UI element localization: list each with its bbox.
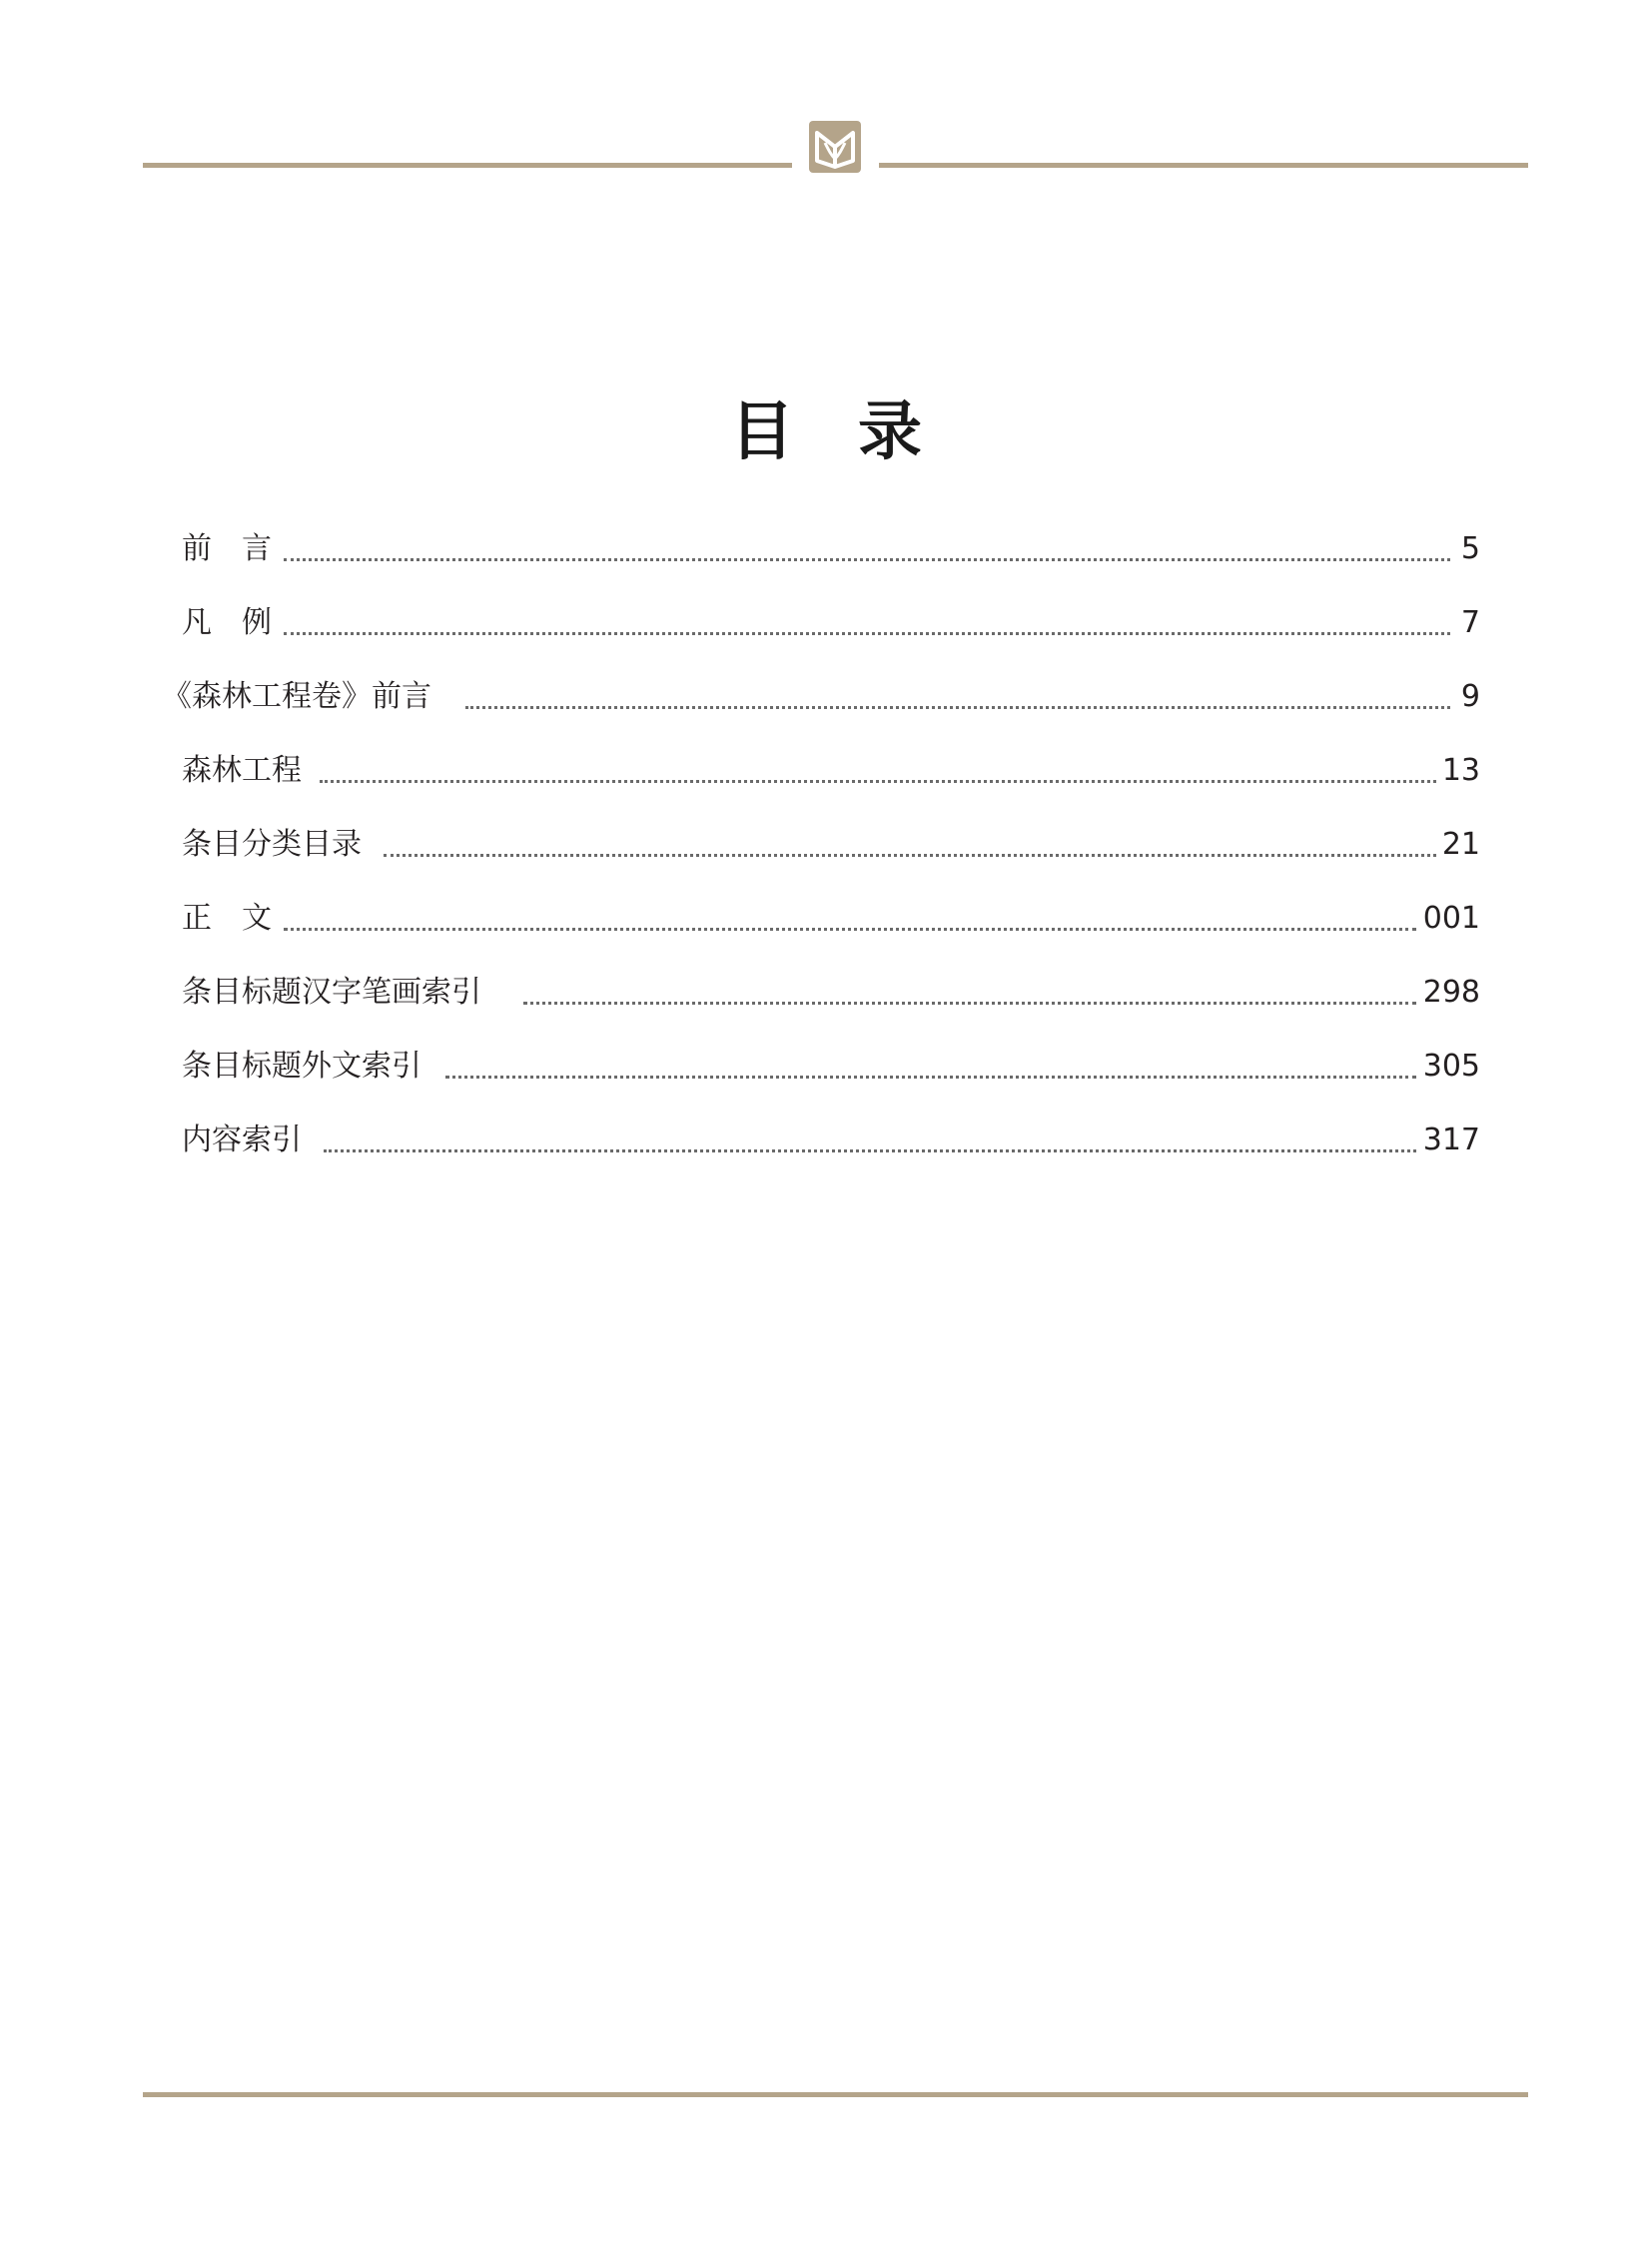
toc-dot-leader: [384, 854, 1436, 857]
toc-entry[interactable]: [0, 973, 1480, 1017]
toc-entry-label: 森林工程: [182, 753, 302, 788]
toc-entry-page: 9: [1460, 679, 1480, 714]
toc-entry-label: 前 言: [182, 531, 272, 566]
toc-dot-leader: [523, 1002, 1416, 1005]
toc-entry-page: 21: [1441, 827, 1480, 862]
toc-dot-leader: [320, 780, 1436, 783]
toc-entry-page: 317: [1422, 1122, 1480, 1157]
toc-dot-leader: [284, 558, 1450, 561]
toc-entry-page: 001: [1422, 901, 1480, 936]
footer-rule: [143, 2092, 1528, 2097]
toc-dot-leader: [324, 1149, 1416, 1152]
toc-entry[interactable]: [0, 529, 1480, 573]
toc-entry-label: 凡 例: [182, 605, 272, 640]
page-title: 目录: [730, 393, 986, 469]
toc-dot-leader: [445, 1076, 1416, 1079]
toc-entry-label: 条目标题汉字笔画索引: [182, 975, 481, 1010]
toc-entry-page: 5: [1460, 531, 1480, 566]
toc-entry-label: 正 文: [182, 901, 272, 936]
toc-entry-label: 《森林工程卷》前言: [162, 679, 431, 714]
header-rule-right: [879, 163, 1528, 168]
toc-entry[interactable]: [0, 825, 1480, 869]
header-rule-left: [143, 163, 792, 168]
toc-entry[interactable]: [0, 1121, 1480, 1164]
toc-dot-leader: [465, 706, 1450, 709]
toc-entry-page: 298: [1422, 975, 1480, 1010]
toc-entry-page: 7: [1460, 605, 1480, 640]
toc-entry[interactable]: [0, 603, 1480, 647]
toc-entry-page: 13: [1441, 753, 1480, 788]
toc-dot-leader: [284, 928, 1416, 931]
book-leaf-logo-icon: [809, 121, 861, 173]
toc-entry-label: 条目分类目录: [182, 827, 362, 862]
toc-entry[interactable]: [0, 899, 1480, 943]
toc-entry-label: 内容索引: [182, 1122, 302, 1157]
toc-entry[interactable]: [0, 751, 1480, 795]
toc-dot-leader: [284, 632, 1450, 635]
toc-entry[interactable]: [0, 1047, 1480, 1091]
toc-entry-label: 条目标题外文索引: [182, 1049, 421, 1084]
toc-entry-page: 305: [1422, 1049, 1480, 1084]
toc-entry[interactable]: [0, 677, 1480, 721]
